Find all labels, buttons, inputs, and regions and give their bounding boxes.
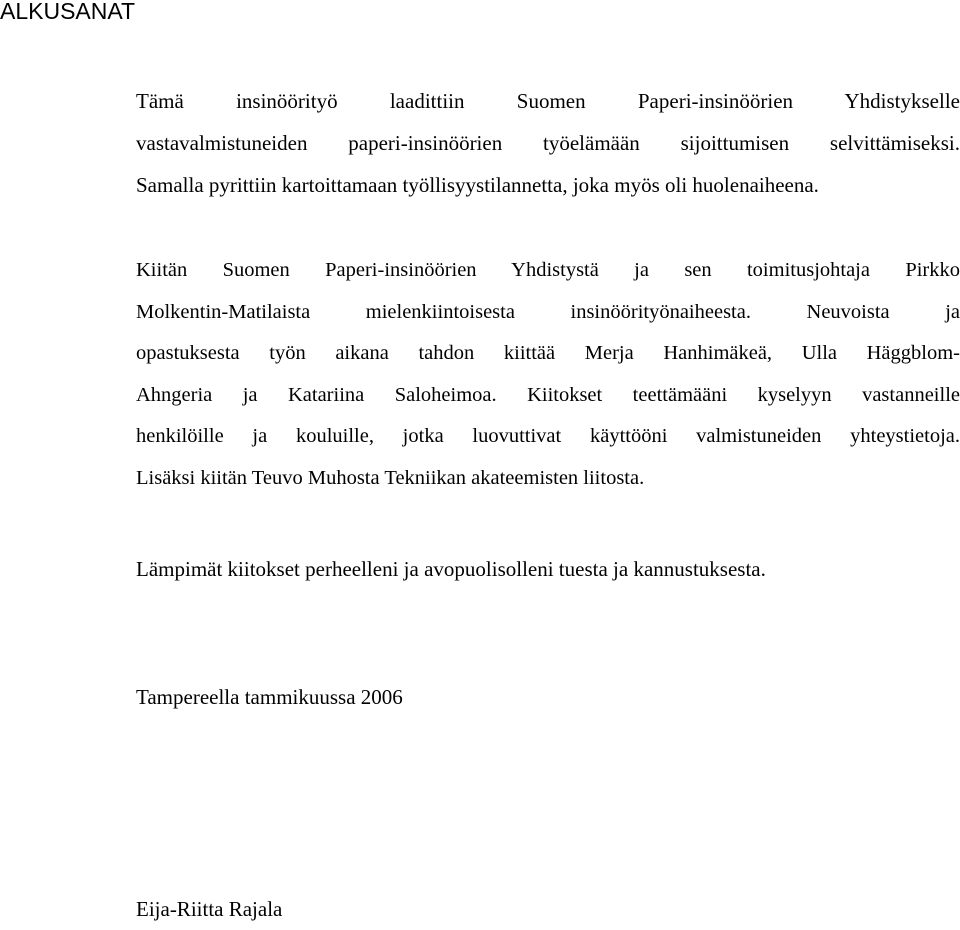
paragraph-1 <box>136 80 960 206</box>
paragraph-2-line: opastuksesta työn aikana tahdon kiittää Merja Hanhimäkeä, Ulla Häggblom- <box>136 342 960 364</box>
paragraph-1-line: vastavalmistuneiden paperi-insinöörien työelämään sijoittumisen selvittämiseksi. <box>136 131 960 155</box>
page-heading: ALKUSANAT <box>0 0 136 24</box>
paragraph-2-line: Molkentin-Matilaista mielenkiintoisesta insinöörityönaiheesta. Neuvoista ja <box>136 300 960 323</box>
paragraph-1-line: Samalla pyrittiin kartoittamaan työllisyystilannetta, joka myös oli huolenaiheena. <box>136 173 819 197</box>
signature-name: Eija-Riitta Rajala <box>136 897 283 921</box>
paragraph-2-line: henkilöille ja kouluille, jotka luovuttivat käyttööni valmistuneiden yhteystietoja. <box>136 425 960 447</box>
paragraph-2-line: Ahngeria ja Katariina Saloheimoa. Kiitokset teettämääni kyselyyn vastanneille <box>136 383 960 406</box>
paragraph-2-line: Kiitän Suomen Paperi-insinöörien Yhdistystä ja sen toimitusjohtaja Pirkko <box>136 259 960 281</box>
paragraph-1-line: Tämä insinöörityö laadittiin Suomen Paperi-insinöörien Yhdistykselle <box>136 89 960 113</box>
paragraph-3: Lämpimät kiitokset perheelleni ja avopuolisolleni tuesta ja kannustuksesta. <box>136 557 766 581</box>
place-and-date: Tampereella tammikuussa 2006 <box>136 685 403 709</box>
paragraph-2-line: Lisäksi kiitän Teuvo Muhosta Tekniikan akateemisten liitosta. <box>136 466 645 489</box>
paragraph-2 <box>136 250 960 499</box>
